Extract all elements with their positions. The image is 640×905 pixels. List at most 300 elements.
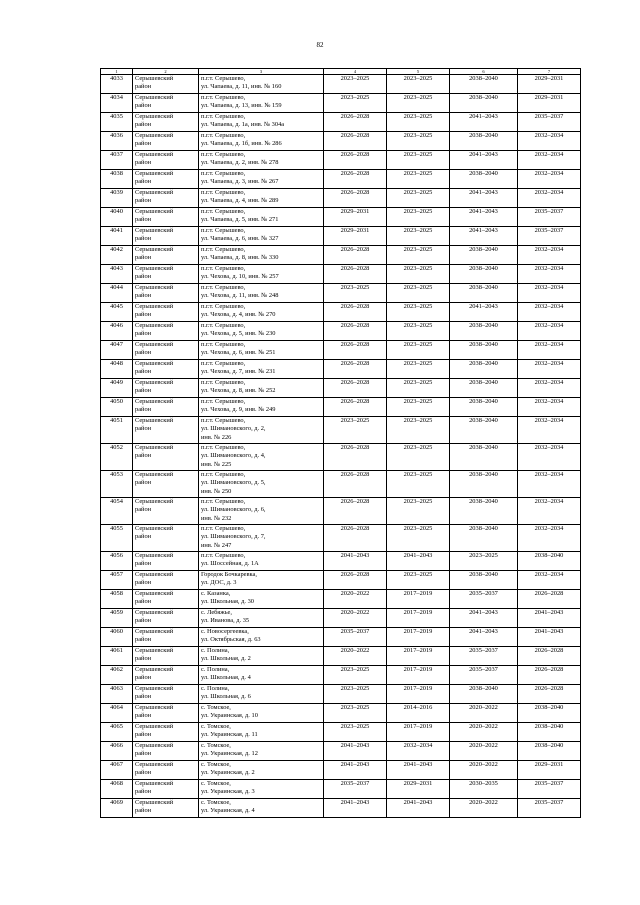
address-cell: с. Томское, ул. Украинская, д. 3 (199, 780, 324, 799)
row-number: 4059 (101, 609, 133, 628)
row-number: 4066 (101, 742, 133, 761)
table-row (101, 590, 581, 609)
period-cell: 2023–2025 (387, 525, 450, 552)
row-number: 4045 (101, 303, 133, 322)
period-cell: 2041–2043 (324, 552, 387, 571)
table-row (101, 265, 581, 284)
table-row (101, 341, 581, 360)
period-cell: 2023–2025 (387, 444, 450, 471)
period-cell: 2023–2025 (387, 265, 450, 284)
period-cell: 2017–2019 (387, 647, 450, 666)
row-number: 4038 (101, 170, 133, 189)
period-cell: 2026–2028 (324, 525, 387, 552)
period-cell: 2026–2028 (324, 189, 387, 208)
period-cell: 2020–2022 (450, 761, 518, 780)
period-cell: 2038–2040 (450, 444, 518, 471)
period-cell: 2035–2037 (324, 628, 387, 647)
row-number: 4049 (101, 379, 133, 398)
period-cell: 2038–2040 (450, 265, 518, 284)
address-cell: п.г.т. Серышево, ул. Чехова, д. 10, инв. № 257 (199, 265, 324, 284)
period-cell: 2041–2043 (450, 609, 518, 628)
period-cell: 2038–2040 (518, 704, 581, 723)
district-cell: Серышевский район (133, 132, 199, 151)
row-number: 4055 (101, 525, 133, 552)
period-cell: 2026–2028 (324, 498, 387, 525)
district-cell: Серышевский район (133, 113, 199, 132)
district-cell: Серышевский район (133, 444, 199, 471)
district-cell: Серышевский район (133, 685, 199, 704)
period-cell: 2023–2025 (387, 284, 450, 303)
period-cell: 2029–2031 (324, 227, 387, 246)
row-number: 4039 (101, 189, 133, 208)
address-cell: п.г.т. Серышево, ул. Чехова, д. 4, инв. № 270 (199, 303, 324, 322)
period-cell: 2038–2040 (518, 723, 581, 742)
housing-schedule-table (100, 68, 581, 818)
address-cell: п.г.т. Серышево, ул. Чапаева, д. 2, инв. № 278 (199, 151, 324, 170)
period-cell: 2029–2031 (518, 94, 581, 113)
column-header: 4 (324, 69, 387, 75)
table-row (101, 379, 581, 398)
table-row (101, 647, 581, 666)
table-row (101, 723, 581, 742)
period-cell: 2023–2025 (387, 322, 450, 341)
address-cell: п.г.т. Серышево, ул. Шимановского, д. 5, инв. № 250 (199, 471, 324, 498)
period-cell: 2041–2043 (450, 113, 518, 132)
address-cell: с. Томское, ул. Украинская, д. 4 (199, 799, 324, 818)
period-cell: 2020–2022 (450, 742, 518, 761)
row-number: 4053 (101, 471, 133, 498)
district-cell: Серышевский район (133, 628, 199, 647)
period-cell: 2023–2025 (387, 341, 450, 360)
row-number: 4065 (101, 723, 133, 742)
period-cell: 2035–2037 (518, 780, 581, 799)
district-cell: Серышевский район (133, 189, 199, 208)
period-cell: 2035–2037 (518, 113, 581, 132)
district-cell: Серышевский район (133, 498, 199, 525)
period-cell: 2017–2019 (387, 628, 450, 647)
district-cell: Серышевский район (133, 322, 199, 341)
table-row (101, 151, 581, 170)
period-cell: 2032–2034 (518, 246, 581, 265)
period-cell: 2023–2025 (387, 417, 450, 444)
period-cell: 2023–2025 (387, 246, 450, 265)
address-cell: с. Казанка, ул. Школьная, д. 30 (199, 590, 324, 609)
table-row (101, 75, 581, 94)
period-cell: 2030–2035 (450, 780, 518, 799)
period-cell: 2017–2019 (387, 609, 450, 628)
row-number: 4044 (101, 284, 133, 303)
district-cell: Серышевский район (133, 360, 199, 379)
period-cell: 2023–2025 (387, 379, 450, 398)
period-cell: 2038–2040 (450, 170, 518, 189)
district-cell: Серышевский район (133, 590, 199, 609)
table-row (101, 246, 581, 265)
address-cell: п.г.т. Серышево, ул. Чапаева, д. 3, инв. № 267 (199, 170, 324, 189)
table-row (101, 628, 581, 647)
address-cell: п.г.т. Серышево, ул. Шимановского, д. 4, инв. № 225 (199, 444, 324, 471)
period-cell: 2035–2037 (518, 208, 581, 227)
row-number: 4040 (101, 208, 133, 227)
address-cell: с. Томское, ул. Украинская, д. 10 (199, 704, 324, 723)
table-row (101, 94, 581, 113)
period-cell: 2032–2034 (518, 498, 581, 525)
period-cell: 2032–2034 (518, 360, 581, 379)
period-cell: 2038–2040 (450, 571, 518, 590)
district-cell: Серышевский район (133, 571, 199, 590)
period-cell: 2041–2043 (324, 761, 387, 780)
period-cell: 2035–2037 (450, 666, 518, 685)
period-cell: 2038–2040 (450, 379, 518, 398)
district-cell: Серышевский район (133, 799, 199, 818)
address-cell: с. Томское, ул. Украинская, д. 11 (199, 723, 324, 742)
address-cell: п.г.т. Серышево, ул. Чапаева, д. 4, инв. № 289 (199, 189, 324, 208)
address-cell: п.г.т. Серышево, ул. Чапаева, д. 13, инв. № 159 (199, 94, 324, 113)
row-number: 4061 (101, 647, 133, 666)
table-row (101, 609, 581, 628)
period-cell: 2038–2040 (450, 132, 518, 151)
address-cell: п.г.т. Серышево, ул. Чехова, д. 7, инв. № 231 (199, 360, 324, 379)
period-cell: 2023–2025 (324, 666, 387, 685)
table-row (101, 417, 581, 444)
period-cell: 2026–2028 (324, 265, 387, 284)
table-row (101, 761, 581, 780)
column-header: 7 (518, 69, 581, 75)
district-cell: Серышевский район (133, 742, 199, 761)
period-cell: 2041–2043 (450, 227, 518, 246)
period-cell: 2020–2022 (324, 590, 387, 609)
period-cell: 2032–2034 (387, 742, 450, 761)
period-cell: 2038–2040 (450, 471, 518, 498)
period-cell: 2026–2028 (324, 132, 387, 151)
period-cell: 2026–2028 (324, 322, 387, 341)
address-cell: с. Томское, ул. Украинская, д. 2 (199, 761, 324, 780)
period-cell: 2023–2025 (387, 227, 450, 246)
period-cell: 2038–2040 (450, 360, 518, 379)
period-cell: 2023–2025 (324, 94, 387, 113)
address-cell: с. Томское, ул. Украинская, д. 12 (199, 742, 324, 761)
row-number: 4037 (101, 151, 133, 170)
period-cell: 2038–2040 (450, 685, 518, 704)
period-cell: 2032–2034 (518, 525, 581, 552)
period-cell: 2023–2025 (387, 151, 450, 170)
address-cell: с. Полина, ул. Школьная, д. 4 (199, 666, 324, 685)
period-cell: 2023–2025 (450, 552, 518, 571)
table-row (101, 113, 581, 132)
period-cell: 2038–2040 (450, 398, 518, 417)
period-cell: 2026–2028 (324, 170, 387, 189)
period-cell: 2032–2034 (518, 398, 581, 417)
period-cell: 2026–2028 (324, 571, 387, 590)
page-number: 82 (316, 41, 324, 49)
period-cell: 2023–2025 (387, 75, 450, 94)
period-cell: 2026–2028 (324, 360, 387, 379)
row-number: 4052 (101, 444, 133, 471)
table-row (101, 498, 581, 525)
row-number: 4042 (101, 246, 133, 265)
period-cell: 2029–2031 (518, 75, 581, 94)
column-header: 1 (101, 69, 133, 75)
address-cell: с. Полина, ул. Школьная, д. 6 (199, 685, 324, 704)
period-cell: 2023–2025 (387, 398, 450, 417)
table-row (101, 799, 581, 818)
period-cell: 2026–2028 (518, 685, 581, 704)
period-cell: 2032–2034 (518, 341, 581, 360)
district-cell: Серышевский район (133, 761, 199, 780)
period-cell: 2032–2034 (518, 265, 581, 284)
table-row (101, 132, 581, 151)
row-number: 4056 (101, 552, 133, 571)
row-number: 4034 (101, 94, 133, 113)
period-cell: 2032–2034 (518, 417, 581, 444)
address-cell: п.г.т. Серышево, ул. Шимановского, д. 7, инв. № 247 (199, 525, 324, 552)
address-cell: п.г.т. Серышево, ул. Чапаева, д. 11, инв. № 160 (199, 75, 324, 94)
period-cell: 2038–2040 (450, 284, 518, 303)
period-cell: 2023–2025 (324, 284, 387, 303)
address-cell: Городок Бочкаревка, ул. ДОС, д. 3 (199, 571, 324, 590)
period-cell: 2026–2028 (324, 471, 387, 498)
period-cell: 2026–2028 (518, 590, 581, 609)
row-number: 4035 (101, 113, 133, 132)
address-cell: п.г.т. Серышево, ул. Чапаева, д. 6, инв. № 327 (199, 227, 324, 246)
period-cell: 2029–2031 (518, 761, 581, 780)
period-cell: 2032–2034 (518, 170, 581, 189)
period-cell: 2032–2034 (518, 571, 581, 590)
table-row (101, 398, 581, 417)
period-cell: 2023–2025 (324, 723, 387, 742)
period-cell: 2035–2037 (450, 590, 518, 609)
column-header: 3 (199, 69, 324, 75)
address-cell: п.г.т. Серышево, ул. Чехова, д. 9, инв. № 249 (199, 398, 324, 417)
row-number: 4057 (101, 571, 133, 590)
period-cell: 2026–2028 (324, 151, 387, 170)
row-number: 4041 (101, 227, 133, 246)
row-number: 4060 (101, 628, 133, 647)
row-number: 4062 (101, 666, 133, 685)
address-cell: с. Полина, ул. Школьная, д. 2 (199, 647, 324, 666)
district-cell: Серышевский район (133, 609, 199, 628)
period-cell: 2041–2043 (450, 208, 518, 227)
period-cell: 2026–2028 (324, 303, 387, 322)
period-cell: 2038–2040 (518, 742, 581, 761)
column-header: 6 (450, 69, 518, 75)
period-cell: 2032–2034 (518, 284, 581, 303)
row-number: 4048 (101, 360, 133, 379)
period-cell: 2032–2034 (518, 444, 581, 471)
period-cell: 2035–2037 (450, 647, 518, 666)
address-cell: п.г.т. Серышево, ул. Чехова, д. 5, инв. № 230 (199, 322, 324, 341)
period-cell: 2017–2019 (387, 666, 450, 685)
period-cell: 2035–2037 (324, 780, 387, 799)
table-row (101, 189, 581, 208)
district-cell: Серышевский район (133, 284, 199, 303)
period-cell: 2041–2043 (324, 799, 387, 818)
district-cell: Серышевский район (133, 341, 199, 360)
period-cell: 2032–2034 (518, 379, 581, 398)
row-number: 4051 (101, 417, 133, 444)
table-row (101, 704, 581, 723)
period-cell: 2032–2034 (518, 189, 581, 208)
period-cell: 2020–2022 (450, 799, 518, 818)
period-cell: 2026–2028 (324, 113, 387, 132)
period-cell: 2023–2025 (387, 132, 450, 151)
period-cell: 2035–2037 (518, 227, 581, 246)
district-cell: Серышевский район (133, 94, 199, 113)
period-cell: 2017–2019 (387, 685, 450, 704)
period-cell: 2023–2025 (324, 417, 387, 444)
address-cell: п.г.т. Серышево, ул. Чехова, д. 8, инв. № 252 (199, 379, 324, 398)
row-number: 4047 (101, 341, 133, 360)
row-number: 4058 (101, 590, 133, 609)
address-cell: п.г.т. Серышево, ул. Чапаева, д. 5, инв. № 271 (199, 208, 324, 227)
table-row (101, 444, 581, 471)
row-number: 4043 (101, 265, 133, 284)
district-cell: Серышевский район (133, 265, 199, 284)
district-cell: Серышевский район (133, 227, 199, 246)
district-cell: Серышевский район (133, 417, 199, 444)
district-cell: Серышевский район (133, 398, 199, 417)
row-number: 4036 (101, 132, 133, 151)
row-number: 4063 (101, 685, 133, 704)
period-cell: 2038–2040 (450, 498, 518, 525)
address-cell: с. Новосергеевка, ул. Октябрьская, д. 63 (199, 628, 324, 647)
table-row (101, 303, 581, 322)
period-cell: 2038–2040 (450, 322, 518, 341)
period-cell: 2023–2025 (387, 471, 450, 498)
period-cell: 2023–2025 (387, 303, 450, 322)
district-cell: Серышевский район (133, 525, 199, 552)
period-cell: 2041–2043 (450, 189, 518, 208)
table-row (101, 284, 581, 303)
table-row (101, 552, 581, 571)
table-row (101, 666, 581, 685)
period-cell: 2032–2034 (518, 303, 581, 322)
address-cell: п.г.т. Серышево, ул. Чапаева, д. 1б, инв. № 286 (199, 132, 324, 151)
period-cell: 2014–2016 (387, 704, 450, 723)
row-number: 4067 (101, 761, 133, 780)
period-cell: 2029–2031 (324, 208, 387, 227)
district-cell: Серышевский район (133, 552, 199, 571)
period-cell: 2020–2022 (450, 704, 518, 723)
table-row (101, 685, 581, 704)
period-cell: 2038–2040 (518, 552, 581, 571)
period-cell: 2017–2019 (387, 723, 450, 742)
period-cell: 2038–2040 (450, 246, 518, 265)
district-cell: Серышевский район (133, 666, 199, 685)
row-number: 4033 (101, 75, 133, 94)
period-cell: 2041–2043 (450, 303, 518, 322)
period-cell: 2041–2043 (450, 151, 518, 170)
period-cell: 2038–2040 (450, 75, 518, 94)
address-cell: п.г.т. Серышево, ул. Чехова, д. 6, инв. № 251 (199, 341, 324, 360)
district-cell: Серышевский район (133, 780, 199, 799)
period-cell: 2041–2043 (518, 609, 581, 628)
period-cell: 2026–2028 (324, 246, 387, 265)
district-cell: Серышевский район (133, 723, 199, 742)
address-cell: п.г.т. Серышево, ул. Чехова, д. 11, инв. № 248 (199, 284, 324, 303)
row-number: 4050 (101, 398, 133, 417)
district-cell: Серышевский район (133, 704, 199, 723)
period-cell: 2026–2028 (324, 398, 387, 417)
column-header: 5 (387, 69, 450, 75)
period-cell: 2020–2022 (324, 647, 387, 666)
column-header: 2 (133, 69, 199, 75)
district-cell: Серышевский район (133, 170, 199, 189)
row-number: 4054 (101, 498, 133, 525)
period-cell: 2023–2025 (324, 704, 387, 723)
address-cell: п.г.т. Серышево, ул. Шимановского, д. 2, инв. № 226 (199, 417, 324, 444)
period-cell: 2038–2040 (450, 341, 518, 360)
table-row (101, 525, 581, 552)
period-cell: 2032–2034 (518, 322, 581, 341)
period-cell: 2038–2040 (450, 417, 518, 444)
address-cell: с. Лебяжье, ул. Иванова, д. 35 (199, 609, 324, 628)
period-cell: 2026–2028 (518, 647, 581, 666)
table-row (101, 571, 581, 590)
table-row (101, 471, 581, 498)
district-cell: Серышевский район (133, 208, 199, 227)
period-cell: 2023–2025 (387, 360, 450, 379)
period-cell: 2023–2025 (387, 208, 450, 227)
period-cell: 2038–2040 (450, 94, 518, 113)
table-row (101, 742, 581, 761)
period-cell: 2035–2037 (518, 799, 581, 818)
row-number: 4064 (101, 704, 133, 723)
period-cell: 2023–2025 (387, 113, 450, 132)
period-cell: 2020–2022 (450, 723, 518, 742)
district-cell: Серышевский район (133, 379, 199, 398)
table-row (101, 227, 581, 246)
period-cell: 2026–2028 (324, 379, 387, 398)
address-cell: п.г.т. Серышево, ул. Шимановского, д. 6, инв. № 232 (199, 498, 324, 525)
row-number: 4069 (101, 799, 133, 818)
district-cell: Серышевский район (133, 246, 199, 265)
table-row (101, 780, 581, 799)
period-cell: 2032–2034 (518, 471, 581, 498)
period-cell: 2032–2034 (518, 132, 581, 151)
period-cell: 2023–2025 (387, 170, 450, 189)
period-cell: 2023–2025 (387, 94, 450, 113)
district-cell: Серышевский район (133, 303, 199, 322)
district-cell: Серышевский район (133, 647, 199, 666)
period-cell: 2041–2043 (450, 628, 518, 647)
period-cell: 2041–2043 (387, 552, 450, 571)
address-cell: п.г.т. Серышево, ул. Шоссейная, д. 1А (199, 552, 324, 571)
table-row (101, 322, 581, 341)
period-cell: 2023–2025 (387, 571, 450, 590)
period-cell: 2023–2025 (324, 685, 387, 704)
period-cell: 2041–2043 (387, 799, 450, 818)
period-cell: 2038–2040 (450, 525, 518, 552)
district-cell: Серышевский район (133, 75, 199, 94)
period-cell: 2041–2043 (387, 761, 450, 780)
table-row (101, 170, 581, 189)
period-cell: 2023–2025 (387, 189, 450, 208)
period-cell: 2020–2022 (324, 609, 387, 628)
table-row (101, 208, 581, 227)
period-cell: 2023–2025 (387, 498, 450, 525)
period-cell: 2026–2028 (518, 666, 581, 685)
row-number: 4046 (101, 322, 133, 341)
district-cell: Серышевский район (133, 151, 199, 170)
period-cell: 2032–2034 (518, 151, 581, 170)
table-row (101, 360, 581, 379)
period-cell: 2026–2028 (324, 444, 387, 471)
row-number: 4068 (101, 780, 133, 799)
address-cell: п.г.т. Серышево, ул. Чапаева, д. 1а, инв. № 304а (199, 113, 324, 132)
period-cell: 2041–2043 (324, 742, 387, 761)
district-cell: Серышевский район (133, 471, 199, 498)
period-cell: 2041–2043 (518, 628, 581, 647)
